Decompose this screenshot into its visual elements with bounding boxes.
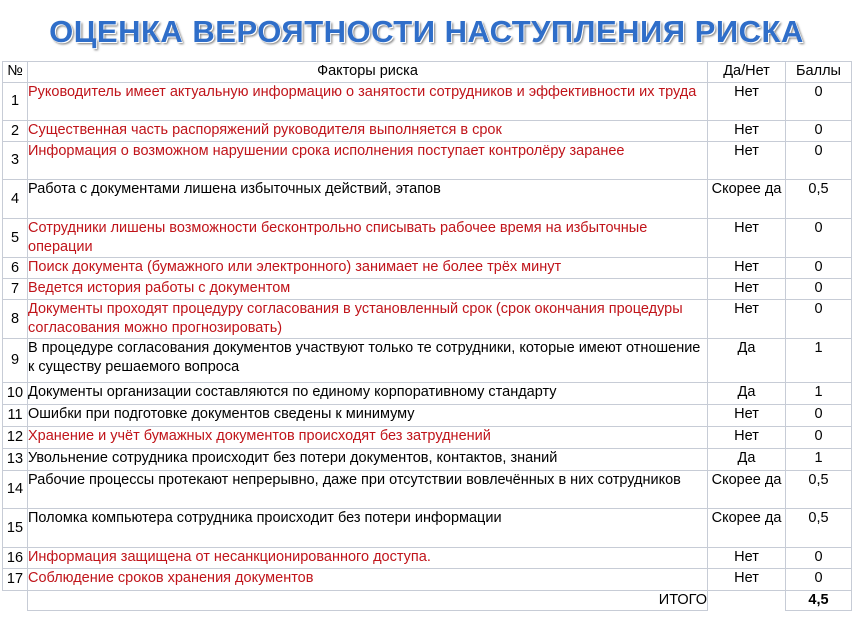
page-title: ОЦЕНКА ВЕРОЯТНОСТИ НАСТУПЛЕНИЯ РИСКА [49,14,804,49]
table-row [3,121,852,142]
row-number: 16 [3,548,28,569]
row-number: 3 [3,142,28,180]
header-answer: Да/Нет [708,62,786,83]
score-cell: 0 [786,83,852,121]
row-number: 8 [3,300,28,339]
risk-factor: Рабочие процессы протекают непрерывно, даже при отсутствии вовлечённых в них сотрудников [28,471,708,509]
total-blank [3,591,28,611]
row-number: 15 [3,509,28,548]
header-factor: Факторы риска [28,62,708,83]
answer-cell: Скорее да [708,471,786,509]
score-cell: 0 [786,569,852,591]
total-blank-2 [708,591,786,611]
header-num: № [3,62,28,83]
answer-cell: Нет [708,219,786,258]
risk-factor: Информация о возможном нарушении срока исполнения поступает контролёру заранее [28,142,708,180]
risk-factor: Ведется история работы с документом [28,279,708,300]
row-number: 2 [3,121,28,142]
table-row [3,258,852,279]
risk-factor: Руководитель имеет актуальную информацию о занятости сотрудников и эффективности их труда [28,83,708,121]
risk-factor: Документы проходят процедуру согласования в установленный срок (срок окончания процедуры согласования можно прогнозировать) [28,300,708,339]
table-row [3,405,852,427]
row-number: 6 [3,258,28,279]
table-row [3,471,852,509]
score-cell: 0 [786,405,852,427]
table-row [3,180,852,219]
row-number: 14 [3,471,28,509]
score-cell: 0 [786,258,852,279]
score-cell: 0 [786,279,852,300]
row-number: 10 [3,383,28,405]
table-row [3,142,852,180]
score-cell: 0 [786,121,852,142]
score-cell: 1 [786,339,852,383]
row-number: 12 [3,427,28,449]
risk-table [2,61,852,611]
answer-cell: Нет [708,121,786,142]
score-cell: 0 [786,219,852,258]
table-row [3,339,852,383]
risk-factor: Документы организации составляются по единому корпоративному стандарту [28,383,708,405]
risk-factor: Работа с документами лишена избыточных действий, этапов [28,180,708,219]
risk-factor: Информация защищена от несанкционированного доступа. [28,548,708,569]
risk-factor: Существенная часть распоряжений руководителя выполняется в срок [28,121,708,142]
answer-cell: Нет [708,83,786,121]
table-row [3,219,852,258]
risk-factor: Поломка компьютера сотрудника происходит без потери информации [28,509,708,548]
header-row [3,62,852,83]
risk-factor: В процедуре согласования документов участвуют только те сотрудники, которые имеют отношение к существу решаемого вопроса [28,339,708,383]
risk-factor: Ошибки при подготовке документов сведены к минимуму [28,405,708,427]
score-cell: 1 [786,449,852,471]
score-cell: 0 [786,300,852,339]
answer-cell: Нет [708,427,786,449]
score-cell: 0 [786,427,852,449]
score-cell: 0,5 [786,471,852,509]
table-row [3,569,852,591]
row-number: 11 [3,405,28,427]
total-label: ИТОГО [28,591,708,611]
answer-cell: Нет [708,142,786,180]
answer-cell: Да [708,383,786,405]
row-number: 17 [3,569,28,591]
total-row [3,591,852,611]
score-cell: 0 [786,142,852,180]
answer-cell: Нет [708,300,786,339]
answer-cell: Нет [708,258,786,279]
answer-cell: Скорее да [708,509,786,548]
table-row [3,279,852,300]
risk-factor: Увольнение сотрудника происходит без потери документов, контактов, знаний [28,449,708,471]
answer-cell: Нет [708,548,786,569]
row-number: 5 [3,219,28,258]
score-cell: 0,5 [786,509,852,548]
answer-cell: Нет [708,569,786,591]
row-number: 4 [3,180,28,219]
table-row [3,548,852,569]
table-row [3,383,852,405]
score-cell: 1 [786,383,852,405]
risk-factor: Хранение и учёт бумажных документов происходят без затруднений [28,427,708,449]
risk-factor: Поиск документа (бумажного или электронного) занимает не более трёх минут [28,258,708,279]
table-row [3,427,852,449]
score-cell: 0 [786,548,852,569]
answer-cell: Да [708,339,786,383]
total-value: 4,5 [786,591,852,611]
answer-cell: Скорее да [708,180,786,219]
answer-cell: Нет [708,405,786,427]
table-row [3,83,852,121]
answer-cell: Нет [708,279,786,300]
row-number: 9 [3,339,28,383]
answer-cell: Да [708,449,786,471]
header-score: Баллы [786,62,852,83]
table-row [3,300,852,339]
row-number: 13 [3,449,28,471]
risk-factor: Соблюдение сроков хранения документов [28,569,708,591]
row-number: 1 [3,83,28,121]
table-row [3,449,852,471]
table-row [3,509,852,548]
row-number: 7 [3,279,28,300]
score-cell: 0,5 [786,180,852,219]
risk-factor: Сотрудники лишены возможности бесконтрольно списывать рабочее время на избыточные операции [28,219,708,258]
